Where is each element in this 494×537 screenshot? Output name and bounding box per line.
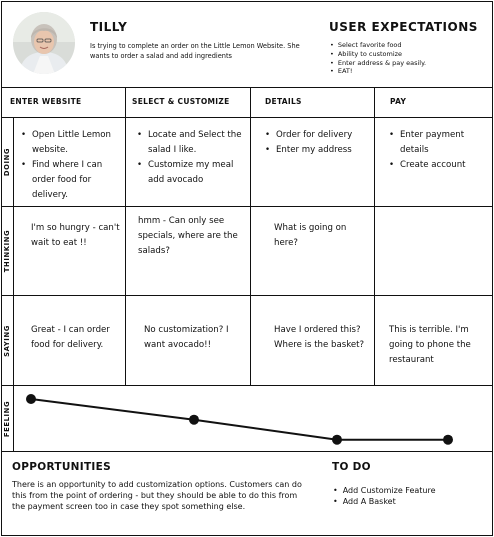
feeling-point [26, 394, 36, 404]
column-divider [125, 87, 126, 385]
expectation-item: • Select favorite food [330, 41, 490, 50]
doing-select-customize [136, 128, 244, 188]
feeling-point [332, 435, 342, 445]
doing-item: • Find where I can order food for delivery. [20, 158, 120, 203]
todo-item: • Add A Basket [333, 496, 436, 507]
column-divider [374, 87, 375, 385]
doing-pay [388, 128, 488, 173]
column-divider [250, 87, 251, 385]
row-label-thinking: THINKING [3, 229, 11, 273]
user-expectations-list [330, 41, 490, 76]
thinking-details: What is going on here? [274, 223, 347, 248]
persona-name: TILLY [90, 20, 128, 34]
feeling-line [31, 399, 448, 440]
doing-item: • Enter payment details [388, 128, 488, 158]
thinking-select-customize: hmm - Can only see specials, where are the salads? [138, 216, 238, 256]
divider-header [1, 87, 493, 88]
saying-enter-website: Great - I can order food for delivery. [31, 325, 110, 350]
doing-details [264, 128, 372, 158]
user-expectations-title: USER EXPECTATIONS [329, 20, 478, 34]
divider-doing [1, 206, 493, 207]
saying-pay: This is terrible. I'm going to phone the restaurant [389, 325, 471, 365]
stage-details: DETAILS [265, 97, 302, 106]
stage-select-customize: SELECT & CUSTOMIZE [132, 97, 230, 106]
persona-description: Is trying to complete an order on the Little Lemon Website. She wants to order a salad and add ingredients [90, 42, 300, 60]
expectation-item: • Ability to customize [330, 50, 490, 59]
opportunities-title: OPPORTUNITIES [12, 461, 111, 473]
doing-item: • Customize my meal add avocado [136, 158, 244, 188]
stage-pay: PAY [390, 97, 407, 106]
divider-stages [1, 117, 493, 118]
row-label-feeling: FEELING [3, 400, 12, 437]
expectation-item: • EAT! [330, 67, 490, 76]
expectation-item: • Enter address & pay easily. [330, 59, 490, 68]
todo-item: • Add Customize Feature [333, 485, 436, 496]
feeling-graph [14, 390, 493, 452]
todo-list [333, 485, 436, 507]
thinking-enter-website: I'm so hungry - can't wait to eat !! [31, 223, 120, 248]
doing-item: • Order for delivery [264, 128, 372, 143]
doing-item: • Open Little Lemon website. [20, 128, 120, 158]
doing-enter-website [20, 128, 120, 203]
saying-details: Have I ordered this? Where is the basket? [274, 325, 365, 350]
divider-thinking [1, 295, 493, 296]
feeling-point [189, 415, 199, 425]
doing-item: • Enter my address [264, 143, 372, 158]
opportunities-text: There is an opportunity to add customization options. Customers can do this from the point of ordering - but they should be able to do this from the payment screen too in case they spot something else. [12, 480, 302, 511]
doing-item: • Locate and Select the salad I like. [136, 128, 244, 158]
todo-title: TO DO [332, 461, 371, 473]
saying-select-customize: No customization? I want avocado!! [144, 325, 229, 350]
journey-map-frame [1, 1, 493, 536]
row-label-doing: DOING [3, 147, 11, 177]
persona-avatar [13, 12, 75, 74]
row-label-saying: SAYING [3, 324, 12, 357]
feeling-point [443, 435, 453, 445]
stage-enter-website: ENTER WEBSITE [10, 97, 82, 106]
divider-saying [1, 385, 493, 386]
doing-item: • Create account [388, 158, 488, 173]
